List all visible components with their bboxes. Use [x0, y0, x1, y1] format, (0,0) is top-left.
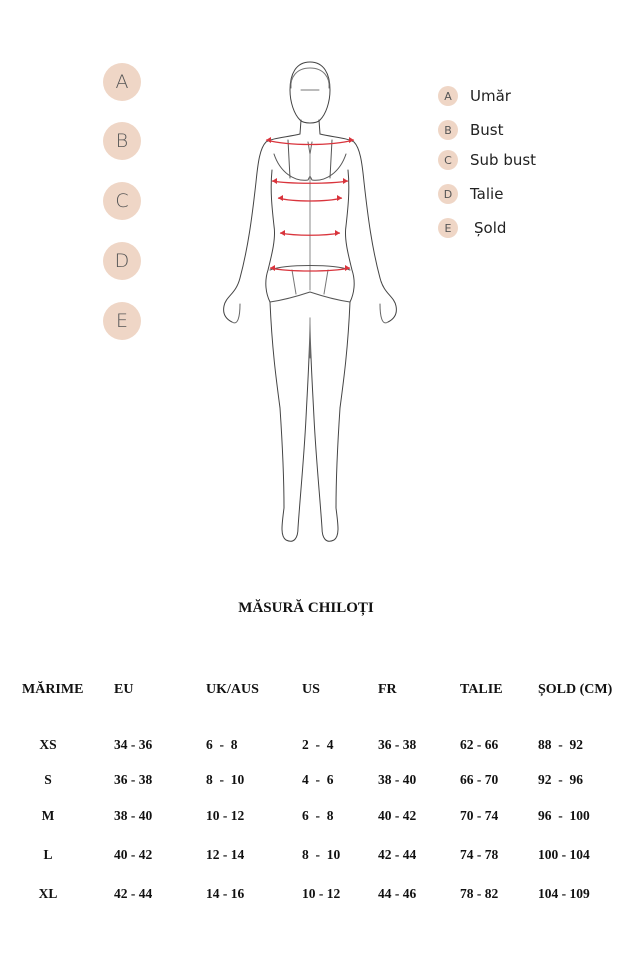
marker-a	[103, 63, 141, 101]
table-cell: 62 - 66	[460, 737, 499, 752]
table-cell: 74 - 78	[460, 847, 499, 862]
legend-marker: D	[438, 184, 458, 204]
table-cell: 38 - 40	[378, 772, 417, 787]
marker-letter: A	[115, 71, 129, 93]
legend-marker: B	[438, 120, 458, 140]
header-sold: ȘOLD (CM)	[538, 682, 613, 697]
marker-e	[103, 302, 141, 340]
table-cell: 42 - 44	[378, 847, 417, 862]
legend-item	[438, 120, 504, 140]
table-cell: 78 - 82	[460, 886, 499, 901]
legend-label: Sub bust	[470, 151, 537, 169]
table-cell: 42 - 44	[114, 886, 153, 901]
legend-item	[438, 150, 536, 170]
size-chart-title: MĂSURĂ CHILOȚI	[238, 600, 374, 616]
table-cell: 88 - 92	[538, 737, 583, 752]
legend-label: Șold	[474, 219, 507, 237]
table-row-size: XL	[38, 886, 58, 901]
table-row-size: S	[44, 772, 52, 787]
table-cell: 66 - 70	[460, 772, 499, 787]
header-us: US	[302, 682, 320, 697]
marker-letter: C	[115, 190, 129, 212]
table-cell: 8 - 10	[302, 847, 341, 862]
legend-item	[438, 86, 511, 106]
legend-label: Talie	[470, 185, 504, 203]
legend-marker: E	[438, 218, 458, 238]
table-cell: 6 - 8	[206, 737, 238, 752]
header-fr: FR	[378, 682, 397, 697]
legend-item	[438, 184, 503, 204]
header-uk-aus: UK/AUS	[206, 682, 259, 697]
marker-letter: E	[115, 310, 128, 332]
marker-letter: D	[114, 250, 130, 272]
legend-marker: A	[438, 86, 458, 106]
marker-b	[103, 122, 141, 160]
table-cell: 10 - 12	[302, 886, 341, 901]
header-talie: TALIE	[460, 682, 503, 697]
table-cell: 96 - 100	[538, 808, 590, 823]
marker-c	[103, 182, 141, 220]
table-cell: 38 - 40	[114, 808, 153, 823]
table-cell: 36 - 38	[114, 772, 153, 787]
header-size: MĂRIME	[22, 682, 84, 697]
marker-d	[103, 242, 141, 280]
table-cell: 2 - 4	[302, 737, 334, 752]
body-figure-illustration	[210, 58, 410, 548]
table-cell: 34 - 36	[114, 737, 153, 752]
table-cell: 6 - 8	[302, 808, 334, 823]
table-cell: 44 - 46	[378, 886, 417, 901]
table-cell: 8 - 10	[206, 772, 245, 787]
table-cell: 12 - 14	[206, 847, 245, 862]
table-cell: 10 - 12	[206, 808, 245, 823]
marker-letter: B	[115, 130, 129, 152]
table-cell: 70 - 74	[460, 808, 499, 823]
table-cell: 36 - 38	[378, 737, 417, 752]
table-cell: 40 - 42	[114, 847, 153, 862]
header-eu: EU	[114, 682, 134, 697]
table-row-size: M	[41, 808, 55, 823]
table-cell: 104 - 109	[538, 886, 590, 901]
legend-label: Bust	[470, 121, 504, 139]
table-cell: 92 - 96	[538, 772, 583, 787]
legend-item	[438, 218, 506, 238]
table-cell: 4 - 6	[302, 772, 334, 787]
legend-marker: C	[438, 150, 458, 170]
table-cell: 14 - 16	[206, 886, 245, 901]
table-row-size: L	[43, 847, 53, 862]
table-cell: 100 - 104	[538, 847, 590, 862]
legend-label: Umăr	[470, 87, 511, 105]
table-cell: 40 - 42	[378, 808, 417, 823]
table-row-size: XS	[39, 737, 57, 752]
